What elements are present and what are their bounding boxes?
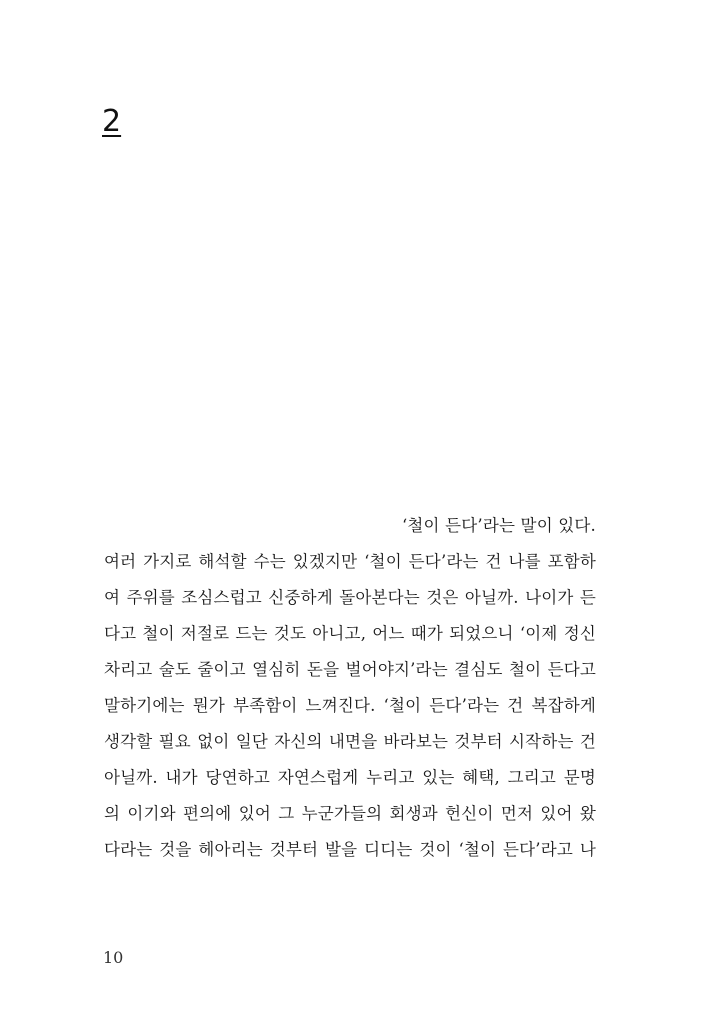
page-number: 10 (103, 948, 124, 967)
text-line-7: 생각할 필요 없이 일단 자신의 내면을 바라보는 것부터 시작하는 건 (104, 732, 596, 751)
text-line-8: 아닐까. 내가 당연하고 자연스럽게 누리고 있는 혜택, 그리고 문명 (104, 768, 596, 787)
text-line-1: ‘철이 든다’라는 말이 있다. (401, 516, 596, 535)
body-text (104, 508, 596, 868)
text-line-3: 여 주위를 조심스럽고 신중하게 돌아본다는 것은 아닐까. 나이가 든 (104, 588, 596, 607)
text-line-6: 말하기에는 뭔가 부족함이 느껴진다. ‘철이 든다’라는 건 복잡하게 (104, 696, 596, 715)
text-line-10: 다라는 것을 헤아리는 것부터 발을 디디는 것이 ‘철이 든다’라고 나 (104, 840, 596, 859)
text-line-2: 여러 가지로 해석할 수는 있겠지만 ‘철이 든다’라는 건 나를 포함하 (104, 552, 596, 571)
chapter-number: 2 (102, 104, 122, 139)
text-line-4: 다고 철이 저절로 드는 것도 아니고, 어느 때가 되었으니 ‘이제 정신 (104, 624, 596, 643)
text-line-9: 의 이기와 편의에 있어 그 누군가들의 회생과 헌신이 먼저 있어 왔 (104, 804, 596, 823)
text-line-5: 차리고 술도 줄이고 열심히 돈을 벌어야지’라는 결심도 철이 든다고 (104, 660, 596, 679)
